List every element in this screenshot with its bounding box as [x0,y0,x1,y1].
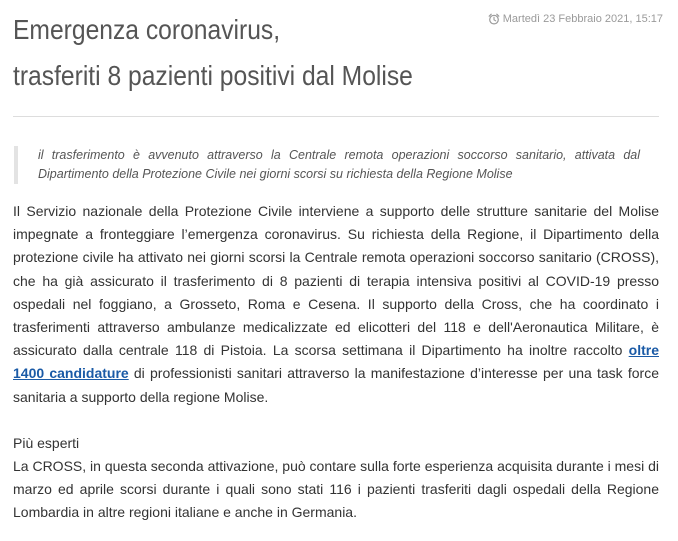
title-divider [13,116,659,117]
article-title [13,7,427,99]
article-subtitle: il trasferimento è avvenuto attraverso la Centrale remota operazioni soccorso sanitario, attivata dal Dipartimento della Protezione Civile nei giorni scorsi su richiesta della Regione Molise [14,146,640,184]
body-paragraph-1 [13,200,659,409]
candidature-link[interactable]: oltre 1400 candidature [13,342,659,382]
publish-date-text: Martedì 23 Febbraio 2021, 15:17 [502,13,663,25]
body-paragraph-1-text: Il Servizio nazionale della Protezione Civile interviene a supporto delle strutture sanitarie del Molise impegnate a fronteggiare l’emergenza coronavirus. Su richiesta della Regione, il Dipartimento della protezione civile ha attivato nei giorni scorsi la Centrale remota operazioni soccorso sanitario (CROSS), che ha già assicurato il trasferimento di 8 pazienti di terapia intensiva positivi al COVID-19 presso ospedali nel foggiano, a Grosseto, Roma e Cesena. Il supporto della Cross, che ha coordinato i trasferimenti attraverso ambulanze medicalizzate ed elicotteri del 118 e dell'Aeronautica Militare, è assicurato dalla centrale 118 di Pistoia. La scorsa settimana il Dipartimento ha inoltre raccolto [13,203,659,359]
article-body [13,200,659,525]
section-heading: Più esperti [13,434,80,451]
publish-date [488,13,663,25]
article-title-line-2: trasferiti 8 pazienti positivi dal Molise [13,60,413,91]
body-paragraph-1-text-end: di professionisti sanitari attraverso la manifestazione d’interesse per una task force sanitaria a supporto della regione Molise. [13,365,660,405]
article-title-line-1: Emergenza coronavirus, [13,14,281,45]
body-paragraph-2: La CROSS, in questa seconda attivazione, può contare sulla forte esperienza acquisita durante i mesi di marzo ed aprile scorsi durante i quali sono stati 116 i pazienti trasferiti dagli ospedali della Regione Lombardia in altre regioni italiane e anche in Germania. [13,458,659,521]
alarm-clock-icon [488,13,500,25]
